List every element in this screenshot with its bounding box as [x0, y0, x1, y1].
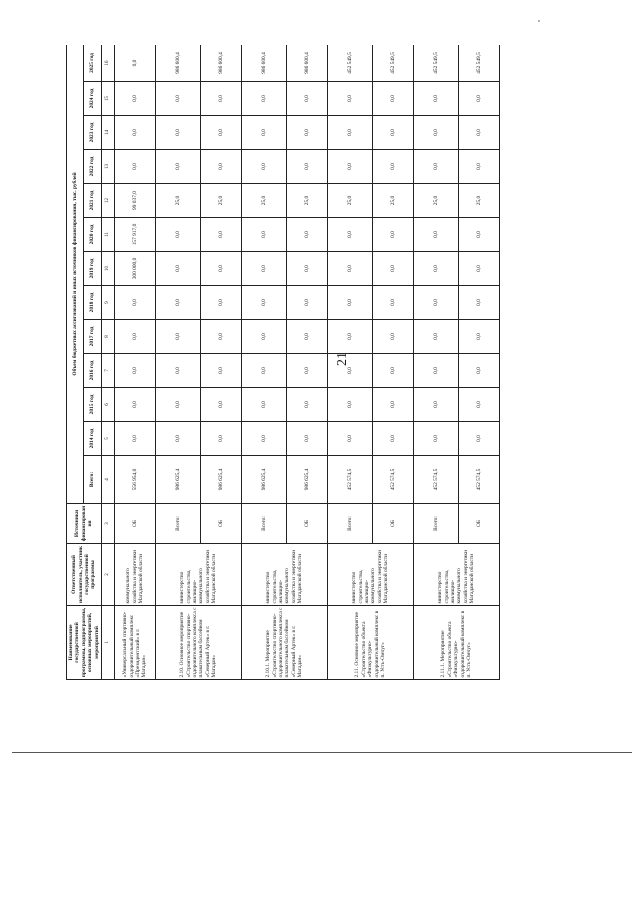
- row-year-value: 0,0: [327, 422, 372, 456]
- row-source: ОБ: [200, 504, 241, 544]
- table-row: [413, 45, 458, 680]
- row-year-value: 0,0: [241, 354, 286, 388]
- row-year-value: 0,0: [372, 116, 413, 150]
- row-year-value: 0,0: [114, 320, 155, 354]
- header-name: Наименование государственной программы, подпрограммы, основных мероприятий, мероприятий: [67, 606, 102, 680]
- header-year: 2025 год: [84, 45, 101, 82]
- row-year-value: 452 549,5: [327, 45, 372, 82]
- column-number: 5: [101, 422, 114, 456]
- row-year-value: 300 000,0: [114, 252, 155, 286]
- row-year-value: 0,0: [413, 252, 458, 286]
- row-year-value: 0,0: [413, 286, 458, 320]
- row-year-value: 452 549,5: [413, 45, 458, 82]
- row-source: ОБ: [286, 504, 327, 544]
- row-executor: коммунального хозяйства и энергетики Магаданской области: [114, 544, 155, 606]
- row-source: Всего:: [413, 504, 458, 544]
- header-year: 2024 год: [84, 82, 101, 116]
- row-year-value: 0,0: [241, 116, 286, 150]
- column-number: 9: [101, 286, 114, 320]
- header-source: Источники финансирования: [67, 504, 102, 544]
- row-year-value: 0,0: [286, 354, 327, 388]
- row-year-value: 0,0: [200, 388, 241, 422]
- row-source: ОБ: [372, 504, 413, 544]
- row-name: «Универсальный спортивно-оздоровительный комплекс «Президентский» в г. Магадан»: [114, 606, 155, 680]
- row-year-value: 0,0: [372, 252, 413, 286]
- row-year-value: 0,0: [458, 388, 499, 422]
- row-source: ОБ: [114, 504, 155, 544]
- column-number: 12: [101, 184, 114, 218]
- row-year-value: 0,0: [286, 422, 327, 456]
- row-year-value: 0,0: [413, 150, 458, 184]
- page-number: 21: [335, 352, 350, 366]
- row-name: 2.11. Основное мероприятие «Строительство объекта «Физкультурно-оздоровительный комплекс в п. Усть-Омчуг»: [327, 606, 413, 680]
- row-year-value: 0,0: [458, 150, 499, 184]
- row-year-value: 0,0: [413, 320, 458, 354]
- table-row: [155, 45, 200, 680]
- row-year-value: 0,0: [458, 320, 499, 354]
- row-year-value: 0,0: [458, 422, 499, 456]
- row-year-value: 0,0: [413, 116, 458, 150]
- row-year-value: 986 600,4: [241, 45, 286, 82]
- row-year-value: 986 600,4: [200, 45, 241, 82]
- row-year-value: 0,0: [286, 388, 327, 422]
- row-total: 452 574,5: [327, 456, 372, 504]
- row-total: 986 625,4: [200, 456, 241, 504]
- row-year-value: 0,0: [155, 388, 200, 422]
- row-year-value: 0,0: [327, 252, 372, 286]
- header-total: Всего:: [84, 456, 101, 504]
- header-year: 2015 год: [84, 388, 101, 422]
- column-number: 3: [101, 504, 114, 544]
- row-year-value: 0,0: [327, 150, 372, 184]
- row-year-value: 0,0: [155, 252, 200, 286]
- row-year-value: 0,0: [286, 320, 327, 354]
- row-year-value: 0,0: [114, 354, 155, 388]
- row-year-value: 157 917,0: [114, 218, 155, 252]
- row-year-value: 0,0: [114, 116, 155, 150]
- column-number-row: [101, 45, 114, 680]
- scan-fold-line: [12, 752, 632, 753]
- row-total: 452 574,5: [458, 456, 499, 504]
- row-total: 556 954,0: [114, 456, 155, 504]
- row-year-value: 0,0: [241, 218, 286, 252]
- row-year-value: 0,0: [200, 218, 241, 252]
- column-number: 8: [101, 320, 114, 354]
- row-year-value: 0,0: [155, 320, 200, 354]
- column-number: 2: [101, 544, 114, 606]
- row-year-value: 25,0: [372, 184, 413, 218]
- row-year-value: 0,0: [155, 150, 200, 184]
- header-year: 2019 год: [84, 252, 101, 286]
- row-year-value: 0,0: [458, 286, 499, 320]
- header-year: 2022 год: [84, 150, 101, 184]
- row-year-value: 0,0: [458, 218, 499, 252]
- row-year-value: 0,0: [286, 252, 327, 286]
- row-year-value: 25,0: [241, 184, 286, 218]
- row-year-value: 0,0: [327, 320, 372, 354]
- row-year-value: 0,0: [241, 150, 286, 184]
- row-year-value: 0,0: [241, 422, 286, 456]
- column-number: 1: [101, 606, 114, 680]
- table-row: [327, 45, 372, 680]
- row-year-value: 0,0: [372, 354, 413, 388]
- row-name: 2.11.1. Мероприятие «Строительство объекта «Физкультурно-оздоровительный комплекс в п. Усть-Омчуг»: [413, 606, 499, 680]
- row-year-value: 0,0: [327, 82, 372, 116]
- header-volume: Объем бюджетных ассигнований и иных источников финансирования, тыс. рублей: [67, 45, 84, 504]
- row-year-value: 0,0: [413, 82, 458, 116]
- column-number: 14: [101, 116, 114, 150]
- table-body: [114, 45, 499, 680]
- row-year-value: 0,0: [372, 320, 413, 354]
- row-year-value: 0,0: [327, 388, 372, 422]
- row-source: Всего:: [155, 504, 200, 544]
- scan-speck: [538, 20, 540, 22]
- row-year-value: 0,0: [372, 388, 413, 422]
- row-year-value: 0,0: [286, 150, 327, 184]
- row-year-value: 0,0: [114, 422, 155, 456]
- row-executor: министерство строительства, жилищно-коммунального хозяйства и энергетики Магаданской области: [327, 544, 413, 606]
- row-year-value: 25,0: [200, 184, 241, 218]
- row-year-value: 0,0: [286, 82, 327, 116]
- column-number: 13: [101, 150, 114, 184]
- row-year-value: 452 549,5: [458, 45, 499, 82]
- row-source: Всего:: [241, 504, 286, 544]
- row-year-value: 0,0: [114, 45, 155, 82]
- row-name: 2.10. Основное мероприятие «Строительство спортивно-оздоровительного комплекса с плавательным бассейном «Северный Артек» в г. Магадан»: [155, 606, 241, 680]
- rotated-table-frame: [66, 45, 566, 680]
- header-year: 2017 год: [84, 320, 101, 354]
- row-year-value: 25,0: [458, 184, 499, 218]
- row-year-value: 0,0: [327, 116, 372, 150]
- row-year-value: 25,0: [327, 184, 372, 218]
- row-year-value: 0,0: [413, 422, 458, 456]
- header-year: 2021 год: [84, 184, 101, 218]
- row-year-value: 0,0: [200, 320, 241, 354]
- table-row: [114, 45, 155, 680]
- row-year-value: 0,0: [200, 422, 241, 456]
- row-year-value: 452 549,5: [372, 45, 413, 82]
- row-year-value: 0,0: [372, 286, 413, 320]
- row-year-value: 0,0: [155, 286, 200, 320]
- row-year-value: 0,0: [413, 354, 458, 388]
- row-year-value: 0,0: [241, 252, 286, 286]
- row-year-value: 0,0: [413, 218, 458, 252]
- row-year-value: 0,0: [155, 354, 200, 388]
- row-total: 986 625,4: [155, 456, 200, 504]
- row-year-value: 0,0: [458, 252, 499, 286]
- row-year-value: 0,0: [114, 82, 155, 116]
- row-year-value: 0,0: [372, 82, 413, 116]
- table-row: [241, 45, 286, 680]
- row-year-value: 0,0: [200, 150, 241, 184]
- row-year-value: 0,0: [200, 354, 241, 388]
- row-executor: министерство строительства, жилищно-коммунального хозяйства и энергетики Магаданской области: [413, 544, 499, 606]
- header-year: 2016 год: [84, 354, 101, 388]
- header-year: 2023 год: [84, 116, 101, 150]
- header-year: 2020 год: [84, 218, 101, 252]
- row-year-value: 99 037,0: [114, 184, 155, 218]
- row-year-value: 0,0: [413, 388, 458, 422]
- row-total: 986 625,4: [241, 456, 286, 504]
- row-year-value: 0,0: [241, 286, 286, 320]
- column-number: 10: [101, 252, 114, 286]
- row-name: 2.10.1. Мероприятие «Строительство спортивно-оздоровительного комплекса с плавательным бассейном «Северный Артек» в г. Магадан»: [241, 606, 327, 680]
- header-year: 2014 год: [84, 422, 101, 456]
- row-year-value: 0,0: [200, 286, 241, 320]
- row-total: 452 574,5: [413, 456, 458, 504]
- row-year-value: 0,0: [155, 82, 200, 116]
- row-year-value: 0,0: [286, 286, 327, 320]
- row-executor: министерство строительства, жилищно-коммунального хозяйства и энергетики Магаданской области: [155, 544, 241, 606]
- column-number: 15: [101, 82, 114, 116]
- row-year-value: 0,0: [241, 388, 286, 422]
- row-year-value: 0,0: [372, 422, 413, 456]
- column-number: 16: [101, 45, 114, 82]
- row-year-value: 0,0: [458, 116, 499, 150]
- row-year-value: 25,0: [155, 184, 200, 218]
- row-year-value: 0,0: [200, 82, 241, 116]
- row-year-value: 0,0: [327, 218, 372, 252]
- row-year-value: 0,0: [458, 354, 499, 388]
- column-number: 7: [101, 354, 114, 388]
- row-year-value: 0,0: [286, 218, 327, 252]
- row-year-value: 0,0: [114, 150, 155, 184]
- row-executor: министерство строительства, жилищно-коммунального хозяйства и энергетики Магаданской области: [241, 544, 327, 606]
- funding-table: [66, 45, 500, 680]
- funding-table-container: [66, 45, 566, 680]
- column-number: 4: [101, 456, 114, 504]
- row-year-value: 0,0: [286, 116, 327, 150]
- row-source: ОБ: [458, 504, 499, 544]
- row-year-value: 986 600,4: [155, 45, 200, 82]
- row-year-value: 0,0: [200, 116, 241, 150]
- row-year-value: 0,0: [327, 354, 372, 388]
- row-year-value: 0,0: [241, 82, 286, 116]
- header-executor: Ответственный исполнитель, участник государственной программы: [67, 544, 102, 606]
- row-year-value: 0,0: [200, 252, 241, 286]
- row-source: Всего:: [327, 504, 372, 544]
- column-number: 6: [101, 388, 114, 422]
- row-year-value: 986 600,4: [286, 45, 327, 82]
- row-year-value: 25,0: [413, 184, 458, 218]
- row-year-value: 0,0: [372, 218, 413, 252]
- row-year-value: 0,0: [241, 320, 286, 354]
- row-year-value: 0,0: [155, 218, 200, 252]
- row-total: 452 574,5: [372, 456, 413, 504]
- row-year-value: 0,0: [155, 422, 200, 456]
- row-year-value: 0,0: [327, 286, 372, 320]
- row-year-value: 0,0: [114, 286, 155, 320]
- row-year-value: 0,0: [458, 82, 499, 116]
- row-year-value: 0,0: [155, 116, 200, 150]
- row-year-value: 0,0: [372, 150, 413, 184]
- row-total: 986 625,4: [286, 456, 327, 504]
- column-number: 11: [101, 218, 114, 252]
- row-year-value: 0,0: [114, 388, 155, 422]
- row-year-value: 25,0: [286, 184, 327, 218]
- header-year: 2018 год: [84, 286, 101, 320]
